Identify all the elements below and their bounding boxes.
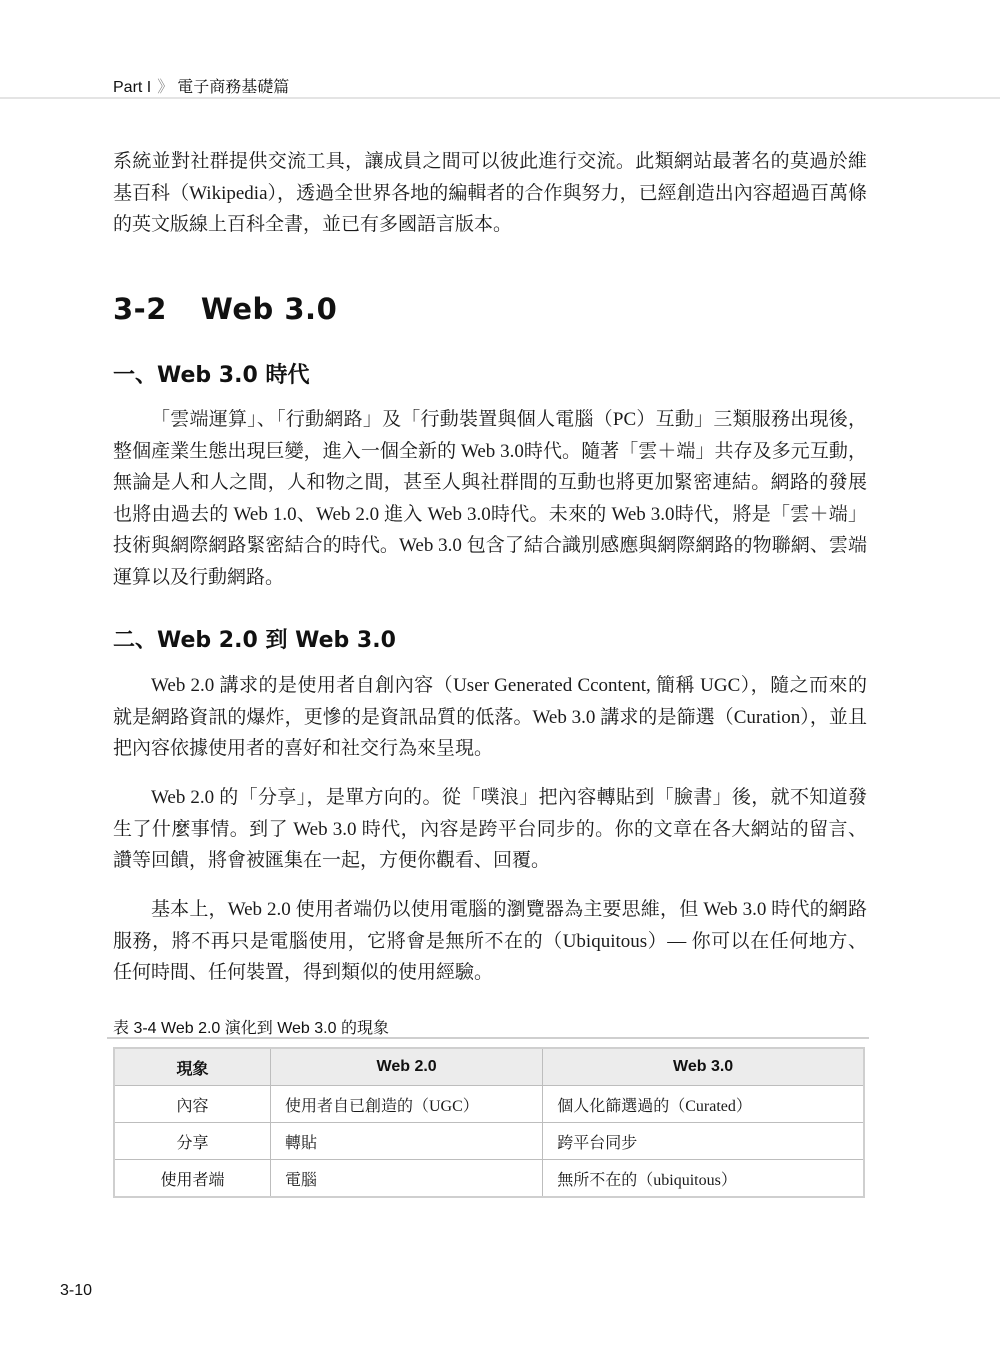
subsection-2-heading: 二、Web 2.0 到 Web 3.0	[113, 628, 396, 653]
table-cell: 個人化篩選過的（Curated）	[543, 1086, 864, 1123]
subsection-1-paragraph: 「雲端運算」、「行動網路」及「行動裝置與個人電腦（PC）互動」三類服務出現後，整個產業生態出現巨變，進入一個全新的 Web 3.0時代。隨著「雲＋端」共存及多元互動，無論是人和人之間，人和物之間，甚至人與社群間的互動也將更加緊密連結。網路的發展也將由過去的 Web 1.0、Web 2.0 進入 Web 3.0時代。未來的 Web 3.0時代，將是「雲＋端」技術與網際網路緊密結合的時代。Web 3.0 包含了結合識別感應與網際網路的物聯網、雲端運算以及行動網路。	[113, 409, 867, 588]
table-cell: 電腦	[270, 1160, 542, 1198]
comparison-table	[113, 1047, 865, 1198]
table-header-cell: Web 2.0	[270, 1048, 542, 1086]
table-row	[114, 1086, 864, 1123]
subsection-2-paragraph-3: 基本上，Web 2.0 使用者端仍以使用電腦的瀏覽器為主要思維，但 Web 3.0 時代的網路服務，將不再只是電腦使用，它將會是無所不在的（Ubiquitous）— 你可以在任何地方、任何時間、任何裝置，得到類似的使用經驗。	[113, 899, 867, 983]
chapter-title: 電子商務基礎篇	[177, 79, 290, 96]
table-header-cell: 現象	[114, 1048, 270, 1086]
subsection-2-paragraph-1: Web 2.0 講求的是使用者自創內容（User Generated Ccontent, 簡稱 UGC），隨之而來的就是網路資訊的爆炸，更慘的是資訊品質的低落。Web 3.0 講求的是篩選（Curation），並且把內容依據使用者的喜好和社交行為來呈現。	[113, 675, 867, 759]
table-cell: 轉貼	[270, 1123, 542, 1160]
section-title: Web 3.0	[200, 292, 338, 326]
table-cell: 無所不在的（ubiquitous）	[543, 1160, 864, 1198]
page-number: 3-10	[60, 1282, 93, 1299]
table-row	[114, 1160, 864, 1198]
table-header-row	[114, 1048, 864, 1086]
section-number: 3-2	[113, 292, 167, 326]
table-caption: 表 3-4 Web 2.0 演化到 Web 3.0 的現象	[113, 1020, 389, 1037]
chevron-double-right-icon: 》	[157, 79, 174, 96]
part-label: Part I	[113, 79, 152, 96]
table-header-cell: Web 3.0	[543, 1048, 864, 1086]
caption-divider	[107, 1037, 869, 1039]
table-row-label: 分享	[114, 1123, 270, 1160]
table-row	[114, 1123, 864, 1160]
subsection-2-paragraph-2: Web 2.0 的「分享」，是單方向的。從「噗浪」把內容轉貼到「臉書」後，就不知道發生了什麼事情。到了 Web 3.0 時代，內容是跨平台同步的。你的文章在各大網站的留言、讚等回饋，將會被匯集在一起，方便你觀看、回覆。	[113, 787, 867, 871]
table-row-label: 使用者端	[114, 1160, 270, 1198]
subsection-1-heading: 一、Web 3.0 時代	[113, 363, 310, 388]
table-row-label: 內容	[114, 1086, 270, 1123]
table-cell: 跨平台同步	[543, 1123, 864, 1160]
intro-paragraph: 系統並對社群提供交流工具，讓成員之間可以彼此進行交流。此類網站最著名的莫過於維基百科（Wikipedia），透過全世界各地的編輯者的合作與努力，已經創造出內容超過百萬條的英文版線上百科全書，並已有多國語言版本。	[113, 151, 867, 235]
header-divider	[0, 97, 1000, 99]
section-heading	[113, 292, 337, 326]
running-header	[113, 74, 289, 97]
table-cell: 使用者自已創造的（UGC）	[270, 1086, 542, 1123]
